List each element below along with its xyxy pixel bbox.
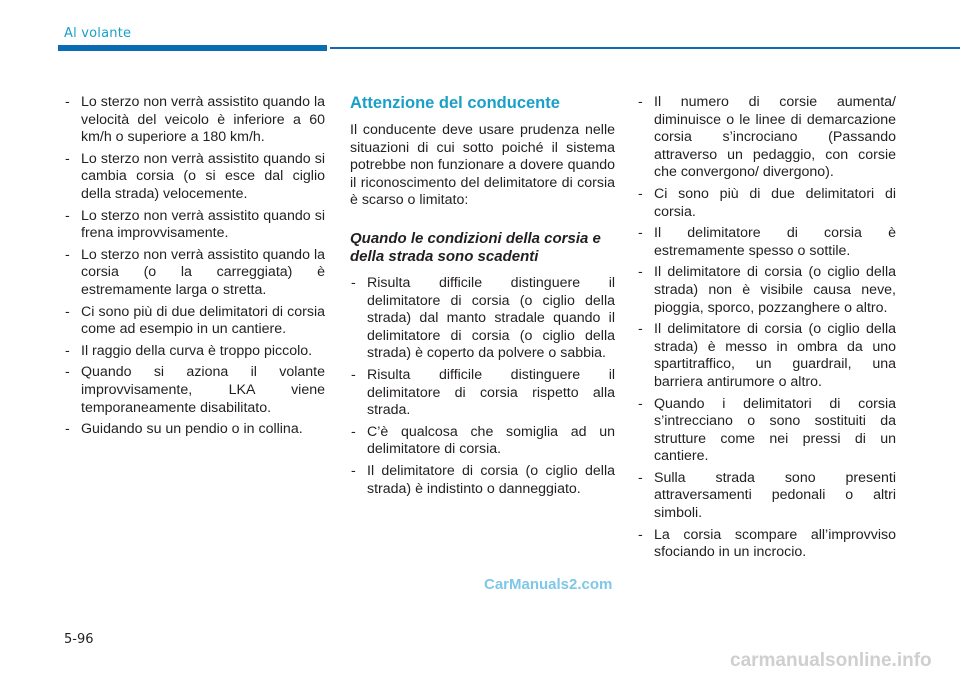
list-item: - Ci sono più di due delimitatori di corsia come ad esempio in un cantiere. bbox=[64, 304, 325, 339]
list-item: - Il delimitatore di corsia (o ciglio della strada) è messo in ombra da uno spartitraffico, un guardrail, una barriera antirumore o altro. bbox=[637, 321, 896, 391]
watermark-carmanuals2[interactable]: CarManuals2.com bbox=[484, 576, 613, 593]
list-item: - Lo sterzo non verrà assistito quando la velocità del veicolo è inferiore a 60 km/h o superiore a 180 km/h. bbox=[64, 94, 325, 147]
list-item: - Il delimitatore di corsia (o ciglio della strada) è indistinto o danneggiato. bbox=[350, 463, 615, 498]
header-rule-thick bbox=[58, 45, 327, 51]
list-item: - Ci sono più di due delimitatori di corsia. bbox=[637, 186, 896, 221]
list-item: - Quando i delimitatori di corsia s’intrecciano o sono sostituiti da strutture come nei pressi di un cantiere. bbox=[637, 396, 896, 466]
list-item: - Il raggio della curva è troppo piccolo. bbox=[64, 343, 325, 361]
list-item: - Il numero di corsie aumenta/ diminuisce o le linee di demarcazione corsia s’incrociano (Passando attraverso un pedaggio, con corsie che convergono/ divergono). bbox=[637, 94, 896, 182]
list-item: - Lo sterzo non verrà assistito quando si cambia corsia (o si esce dal ciglio della strada) velocemente. bbox=[64, 151, 325, 204]
page-number: 5-96 bbox=[64, 632, 94, 647]
bullet-list-right bbox=[637, 94, 896, 562]
list-item: - Quando si aziona il volante improvvisamente, LKA viene temporaneamente disabilitato. bbox=[64, 364, 325, 417]
section-heading: Attenzione del conducente bbox=[350, 94, 560, 112]
list-item: - La corsia scompare all’improvviso sfociando in un incrocio. bbox=[637, 527, 896, 562]
list-item: - Risulta difficile distinguere il delimitatore di corsia (o ciglio della strada) dal manto stradale quando il delimitatore di corsia (o ciglio della strada) è coperto da polvere o sabbia. bbox=[350, 275, 615, 363]
header-rule-thin bbox=[330, 47, 960, 49]
column-middle bbox=[350, 94, 615, 502]
section-title: Al volante bbox=[64, 26, 132, 41]
column-left bbox=[64, 94, 325, 443]
bullet-list-middle bbox=[350, 275, 615, 498]
list-item: - C’è qualcosa che somiglia ad un delimitatore di corsia. bbox=[350, 424, 615, 459]
column-right bbox=[637, 94, 896, 566]
watermark-carmanualsonline[interactable]: carmanualsonline.info bbox=[730, 650, 932, 671]
list-item: - Sulla strada sono presenti attraversamenti pedonali o altri simboli. bbox=[637, 470, 896, 523]
list-item: - Il delimitatore di corsia (o ciglio della strada) non è visibile causa neve, pioggia, sporco, pozzanghere o altro. bbox=[637, 264, 896, 317]
intro-paragraph: Il conducente deve usare prudenza nelle situazioni di cui sotto poiché il sistema potrebbe non funzionare a dovere quando il riconoscimento del delimitatore di corsia è scarso o limitato: bbox=[350, 122, 615, 209]
list-item: - Il delimitatore di corsia è estremamente spesso o sottile. bbox=[637, 225, 896, 260]
list-item: - Lo sterzo non verrà assistito quando la corsia (o la carreggiata) è estremamente larga o stretta. bbox=[64, 247, 325, 300]
list-item: - Guidando su un pendio o in collina. bbox=[64, 421, 325, 439]
list-item: - Lo sterzo non verrà assistito quando si frena improvvisamente. bbox=[64, 208, 325, 243]
subheading: Quando le condizioni della corsia e della strada sono scadenti bbox=[350, 229, 601, 265]
bullet-list-left bbox=[64, 94, 325, 439]
list-item: - Risulta difficile distinguere il delimitatore di corsia rispetto alla strada. bbox=[350, 367, 615, 420]
